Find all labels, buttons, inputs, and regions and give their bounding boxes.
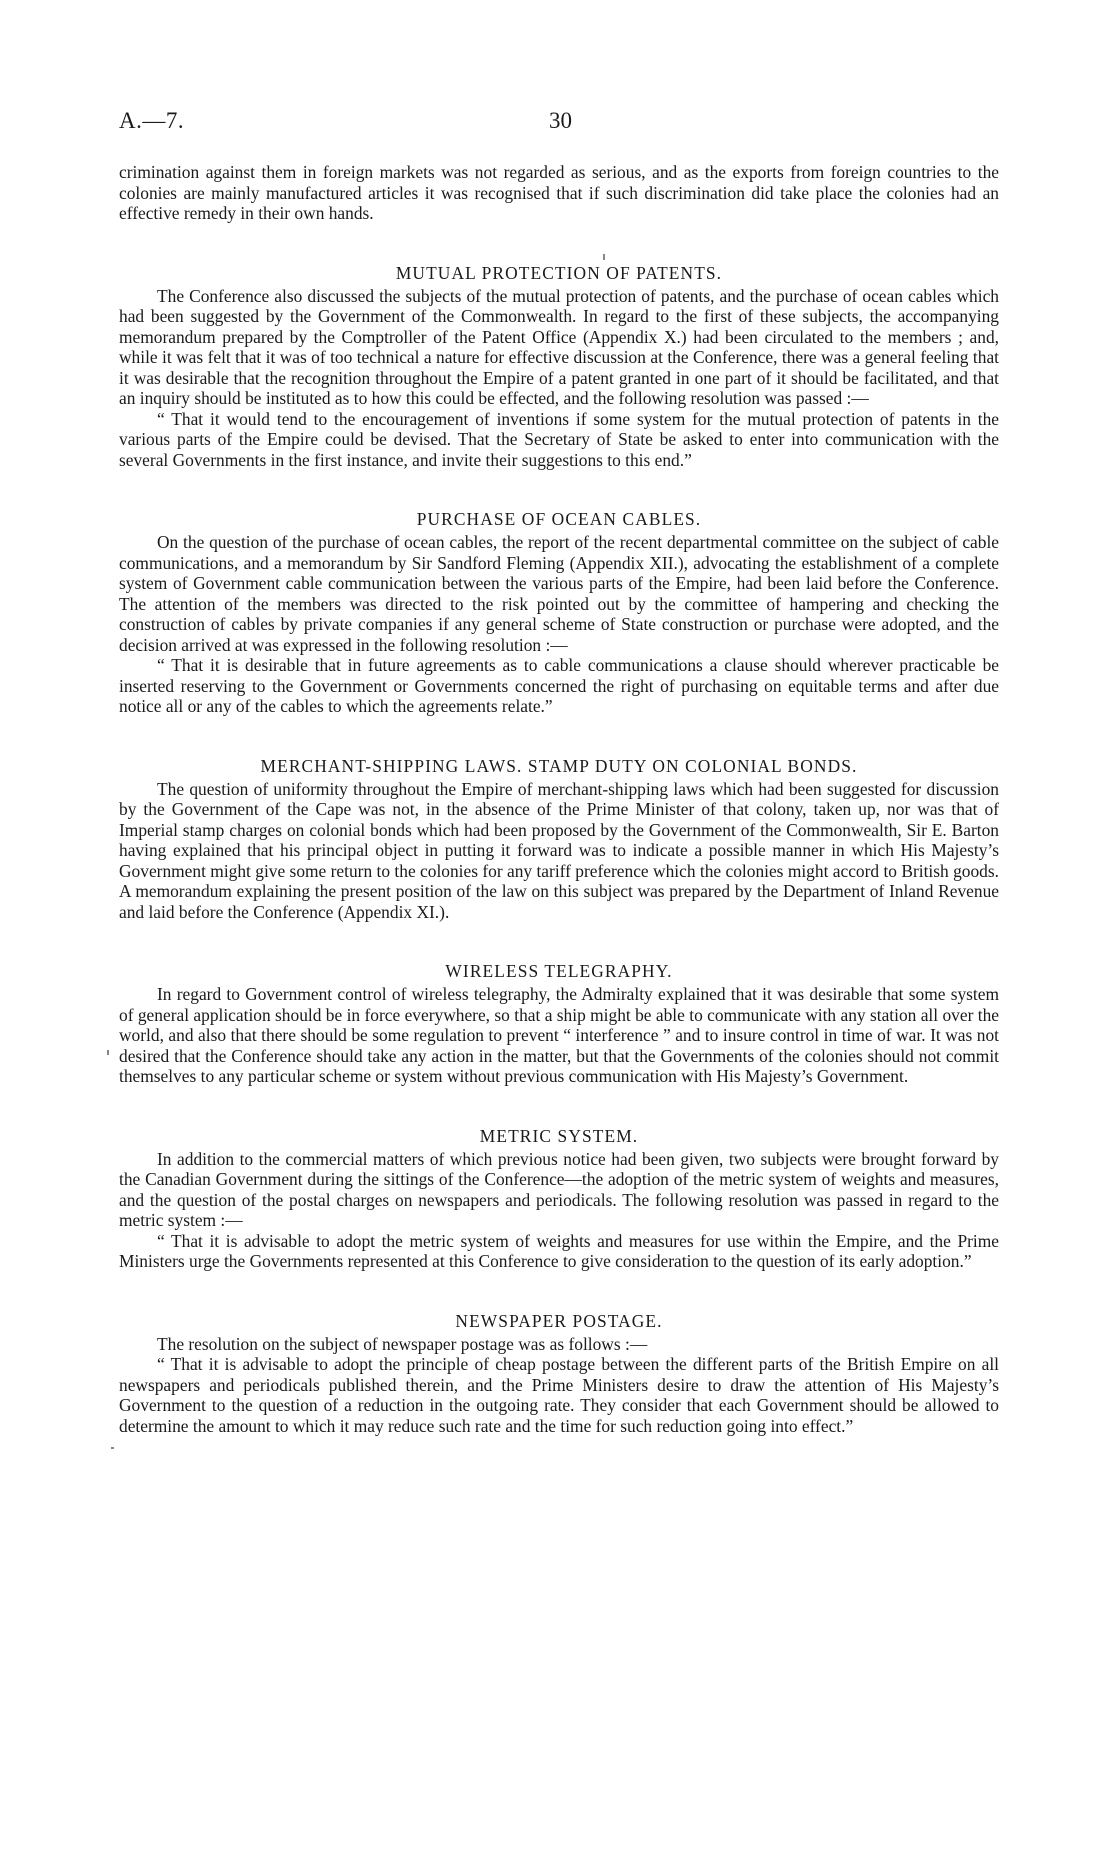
section-heading: PURCHASE OF OCEAN CABLES. xyxy=(416,509,702,529)
intro-paragraph: crimination against them in foreign markets was not regarded as serious, and as the exports from foreign countries to the colonies are mainly manufactured articles it was recognised that if such discrimination did take place the colonies had an effective remedy in their own hands. xyxy=(119,162,999,223)
resolution-quote: “ That it is advisable to adopt the principle of cheap postage between the different parts of the British Empire on all newspapers and periodicals published therein, and the Prime Ministers desire to draw the attention of His Majesty’s Government to the question of a reduction in the outgoing rate. They consider that each Government should be allowed to determine the amount to which it may reduce such rate and the time for such reduction going into effect.” xyxy=(119,1354,999,1436)
document-reference: A.—7. xyxy=(119,108,185,133)
body-paragraph: The resolution on the subject of newspaper postage was as follows :— xyxy=(157,1333,648,1354)
body-paragraph: In addition to the commercial matters of which previous notice had been given, two subjects were brought forward by the Canadian Government during the sittings of the Conference—the adoption of the metric system of weights and measures, and the question of the postal charges on newspapers and periodicals. The following resolution was passed in regard to the metric system :— xyxy=(119,1148,999,1230)
scan-mark xyxy=(107,1050,109,1055)
section-heading: METRIC SYSTEM. xyxy=(479,1125,639,1146)
section-ocean-cables xyxy=(119,508,999,717)
body-paragraph: The Conference also discussed the subjects of the mutual protection of patents, and the purchase of ocean cables which had been suggested by the Government of the Commonwealth. In regard to the first of these subjects, the accompanying memorandum prepared by the Comptroller of the Patent Office (Appendix X.) had been circulated to the members ; and, while it was felt that it was of too technical a nature for effective discussion at the Conference, there was a general feeling that it was desirable that the recognition throughout the Empire of a patent granted in one part of it should be facilitated, and that an inquiry should be instituted as to how this could be effected, and the following resolution was passed :— xyxy=(119,285,999,408)
resolution-quote: “ That it is advisable to adopt the metric system of weights and measures for use within the Empire, and the Prime Ministers urge the Governments represented at this Conference to give consideration to the question of its early adoption.” xyxy=(119,1230,999,1271)
section-heading: MERCHANT-SHIPPING LAWS. STAMP DUTY ON COLONIAL BONDS. xyxy=(260,755,858,776)
section-merchant-shipping xyxy=(119,755,999,923)
scan-mark xyxy=(603,254,605,260)
scan-mark xyxy=(111,1447,114,1449)
section-heading: NEWSPAPER POSTAGE. xyxy=(455,1310,663,1331)
body-paragraph: On the question of the purchase of ocean cables, the report of the recent departmental committee on the subject of cable communications, and a memorandum by Sir Sandford Fleming (Appendix XII.), advocating the establishment of a complete system of Government cable communication between the various parts of the Empire, had been laid before the Conference. The attention of the members was directed to the risk pointed out by the committee of hampering and checking the construction of cables by private companies if any general scheme of State construction or purchase were adopted, and the decision arrived at was expressed in the following resolution :— xyxy=(119,532,999,655)
section-wireless-telegraphy xyxy=(119,960,999,1087)
section-patents xyxy=(119,262,999,471)
section-metric-system xyxy=(119,1125,999,1272)
page-header xyxy=(119,108,999,138)
body-paragraph: In regard to Government control of wireless telegraphy, the Admiralty explained that it was desirable that some system of general application should be in force everywhere, so that a ship might be able to communicate with any station all over the world, and also that there should be some regulation to prevent “ interference ” and to insure control in time of war. It was not desired that the Conference should take any action in the matter, but that the Governments of the colonies should not commit themselves to any particular scheme or system without previous communication with His Majesty’s Government. xyxy=(119,984,999,1086)
section-heading: WIRELESS TELEGRAPHY. xyxy=(445,961,673,981)
resolution-quote: “ That it would tend to the encouragement of inventions if some system for the mutual protection of patents in the various parts of the Empire could be devised. That the Secretary of State be asked to enter into communication with the several Governments in the first instance, and invite their suggestions to this end.” xyxy=(119,408,999,470)
section-newspaper-postage xyxy=(119,1310,999,1437)
page-body xyxy=(119,162,999,1436)
section-heading: MUTUAL PROTECTION OF PATENTS. xyxy=(395,262,723,283)
body-paragraph: The question of uniformity throughout the Empire of merchant-shipping laws which had been suggested for discussion by the Government of the Cape was not, in the absence of the Prime Minister of that colony, taken up, nor was that of Imperial stamp charges on colonial bonds which had been proposed by the Government of the Commonwealth, Sir E. Barton having explained that his principal object in putting it forward was to indicate a possible manner in which His Majesty’s Government might give some return to the colonies for any tariff preference which the colonies might accord to British goods. A memorandum explaining the present position of the law on this subject was prepared by the Department of Inland Revenue and laid before the Conference (Appendix XI.). xyxy=(119,778,999,922)
resolution-quote: “ That it is desirable that in future agreements as to cable communications a clause should wherever practicable be inserted reserving to the Government or Governments concerned the right of purchasing on equitable terms and after due notice all or any of the cables to which the agreements relate.” xyxy=(119,655,999,716)
page-number: 30 xyxy=(549,108,572,133)
